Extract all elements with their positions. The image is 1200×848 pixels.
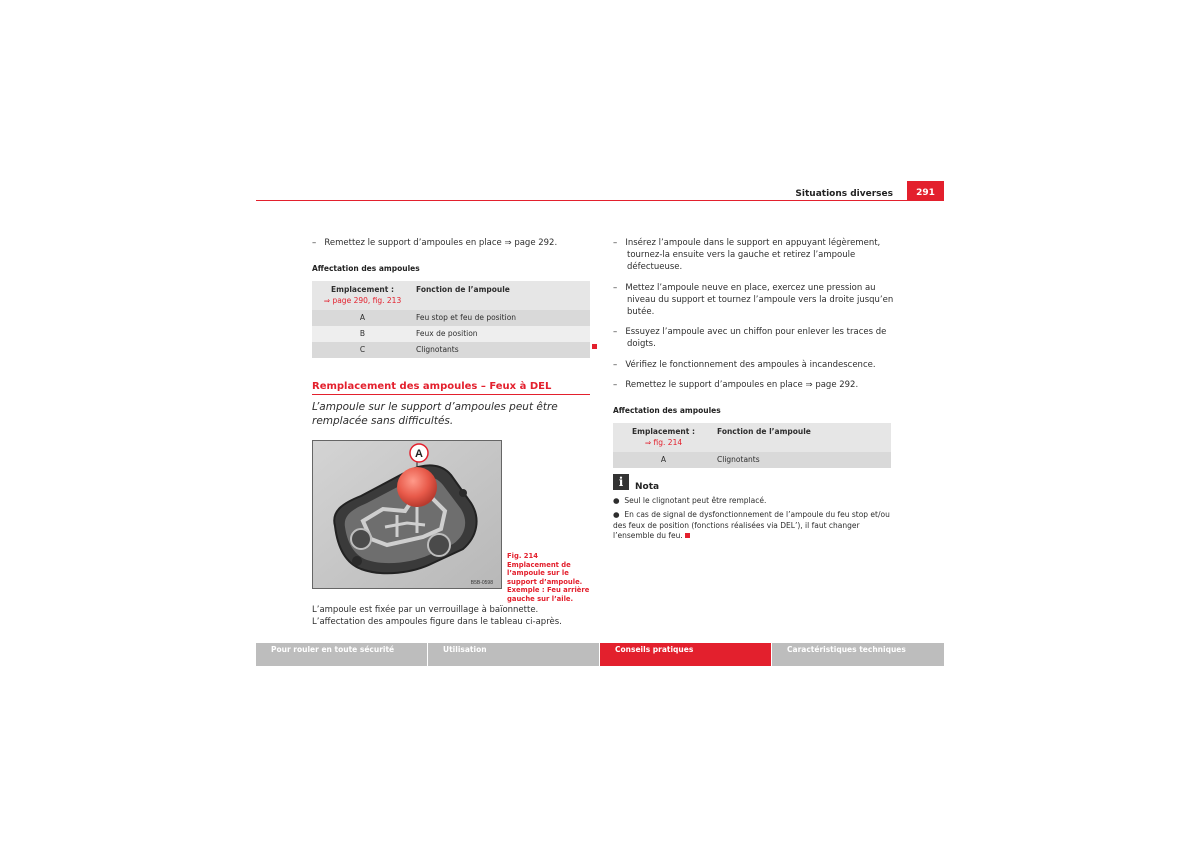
page-number: 291 bbox=[907, 181, 944, 201]
table-row bbox=[312, 326, 590, 342]
location-cell: B bbox=[312, 326, 413, 342]
image-code: B5B-0598 bbox=[470, 580, 493, 586]
step-3: – Essuyez l’ampoule avec un chiffon pour enlever les traces de doigts. bbox=[613, 327, 887, 349]
step-text: Mettez l’ampoule neuve en place, exercez une pression au niveau du support et tournez l’ampoule vers la droite jusqu’en butée. bbox=[625, 283, 894, 317]
note-title: Nota bbox=[635, 482, 660, 492]
bullet-icon: ● bbox=[613, 510, 620, 519]
table1-heading: Affectation des ampoules bbox=[312, 264, 420, 273]
col-location-ref-link[interactable]: ⇒ fig. 214 bbox=[644, 438, 683, 447]
section-end-marker bbox=[685, 533, 690, 538]
function-cell: Clignotants bbox=[714, 452, 891, 468]
step-text: Essuyez l’ampoule avec un chiffon pour enlever les traces de doigts. bbox=[625, 327, 887, 349]
step-text: Remettez le support d’ampoules en place ⇒ page 292. bbox=[625, 380, 859, 390]
table-header-row bbox=[312, 281, 590, 310]
note-bullet-text: Seul le clignotant peut être remplacé. bbox=[624, 496, 767, 505]
function-cell: Feux de position bbox=[413, 326, 590, 342]
location-cell: C bbox=[312, 342, 413, 358]
table-row bbox=[613, 452, 891, 468]
step-1: – Insérez l’ampoule dans le support en appuyant légèrement, tournez-la ensuite vers la gauche et retirez l’ampoule défectueuse. bbox=[613, 238, 881, 272]
step-reinstall-text: Remettez le support d’ampoules en place ⇒ page 292. bbox=[324, 238, 558, 248]
note-bullet-text: En cas de signal de dysfonctionnement de l’ampoule du feu stop et/ou des feux de position (fonctions réalisées via DEL’), il faut changer l’ensemble du feu. bbox=[613, 510, 890, 540]
col-function-header: Fonction de l’ampoule bbox=[714, 423, 891, 452]
function-cell: Clignotants bbox=[413, 342, 590, 358]
col-location-title: Emplacement : bbox=[632, 427, 695, 436]
header-rule bbox=[256, 200, 944, 201]
col-location-ref-link[interactable]: ⇒ page 290, fig. 213 bbox=[323, 296, 402, 305]
step-5: – Remettez le support d’ampoules en place ⇒ page 292. bbox=[613, 380, 859, 390]
figure-caption: Fig. 214 Emplacement de l’ampoule sur le support d’ampoule. Exemple : Feu arrière gauche sur l’aile. bbox=[507, 552, 590, 603]
section-heading: Remplacement des ampoules – Feux à DEL bbox=[312, 381, 552, 392]
col-location-header bbox=[613, 423, 714, 452]
location-cell: A bbox=[613, 452, 714, 468]
location-cell: A bbox=[312, 310, 413, 326]
table-header-row bbox=[613, 423, 891, 452]
step-text: Insérez l’ampoule dans le support en appuyant légèrement, tournez-la ensuite vers la gauche et retirez l’ampoule défectueuse. bbox=[625, 238, 881, 272]
table-row bbox=[312, 310, 590, 326]
nav-tab-technical-data[interactable]: Caractéristiques techniques bbox=[772, 643, 944, 666]
callout-a-label: A bbox=[415, 448, 423, 460]
body-text: L’ampoule est fixée par un verrouillage à baïonnette. L’affectation des ampoules figure dans le tableau ci-après. bbox=[312, 605, 562, 627]
table2-heading: Affectation des ampoules bbox=[613, 406, 721, 415]
section-heading-rule bbox=[312, 394, 590, 395]
col-function-header: Fonction de l’ampoule bbox=[413, 281, 590, 310]
bulb-table-2 bbox=[613, 423, 891, 468]
table-row bbox=[312, 342, 590, 358]
step-reinstall: – Remettez le support d’ampoules en place ⇒ page 292. bbox=[312, 238, 558, 248]
step-text: Vérifiez le fonctionnement des ampoules à incandescence. bbox=[625, 360, 876, 370]
step-4: – Vérifiez le fonctionnement des ampoules à incandescence. bbox=[613, 360, 876, 370]
info-icon: i bbox=[613, 474, 629, 490]
step-2: – Mettez l’ampoule neuve en place, exercez une pression au niveau du support et tournez l’ampoule vers la droite jusqu’en butée. bbox=[613, 283, 894, 317]
col-location-title: Emplacement : bbox=[331, 285, 394, 294]
bullet-icon: ● bbox=[613, 496, 620, 505]
bulb-holder-illustration bbox=[313, 441, 501, 588]
bulb-table-1 bbox=[312, 281, 590, 358]
col-location-header bbox=[312, 281, 413, 310]
section-title: Situations diverses bbox=[795, 189, 893, 199]
section-end-marker bbox=[592, 344, 597, 349]
nav-tab-practical-tips[interactable]: Conseils pratiques bbox=[600, 643, 771, 666]
section-intro: L’ampoule sur le support d’ampoules peut être remplacée sans difficultés. bbox=[312, 401, 558, 427]
note-bullet bbox=[613, 510, 893, 542]
note-bullet bbox=[613, 496, 893, 507]
figure-bulb-holder bbox=[312, 440, 502, 589]
nav-tab-safety[interactable]: Pour rouler en toute sécurité bbox=[256, 643, 427, 666]
nav-tab-operation[interactable]: Utilisation bbox=[428, 643, 599, 666]
function-cell: Feu stop et feu de position bbox=[413, 310, 590, 326]
